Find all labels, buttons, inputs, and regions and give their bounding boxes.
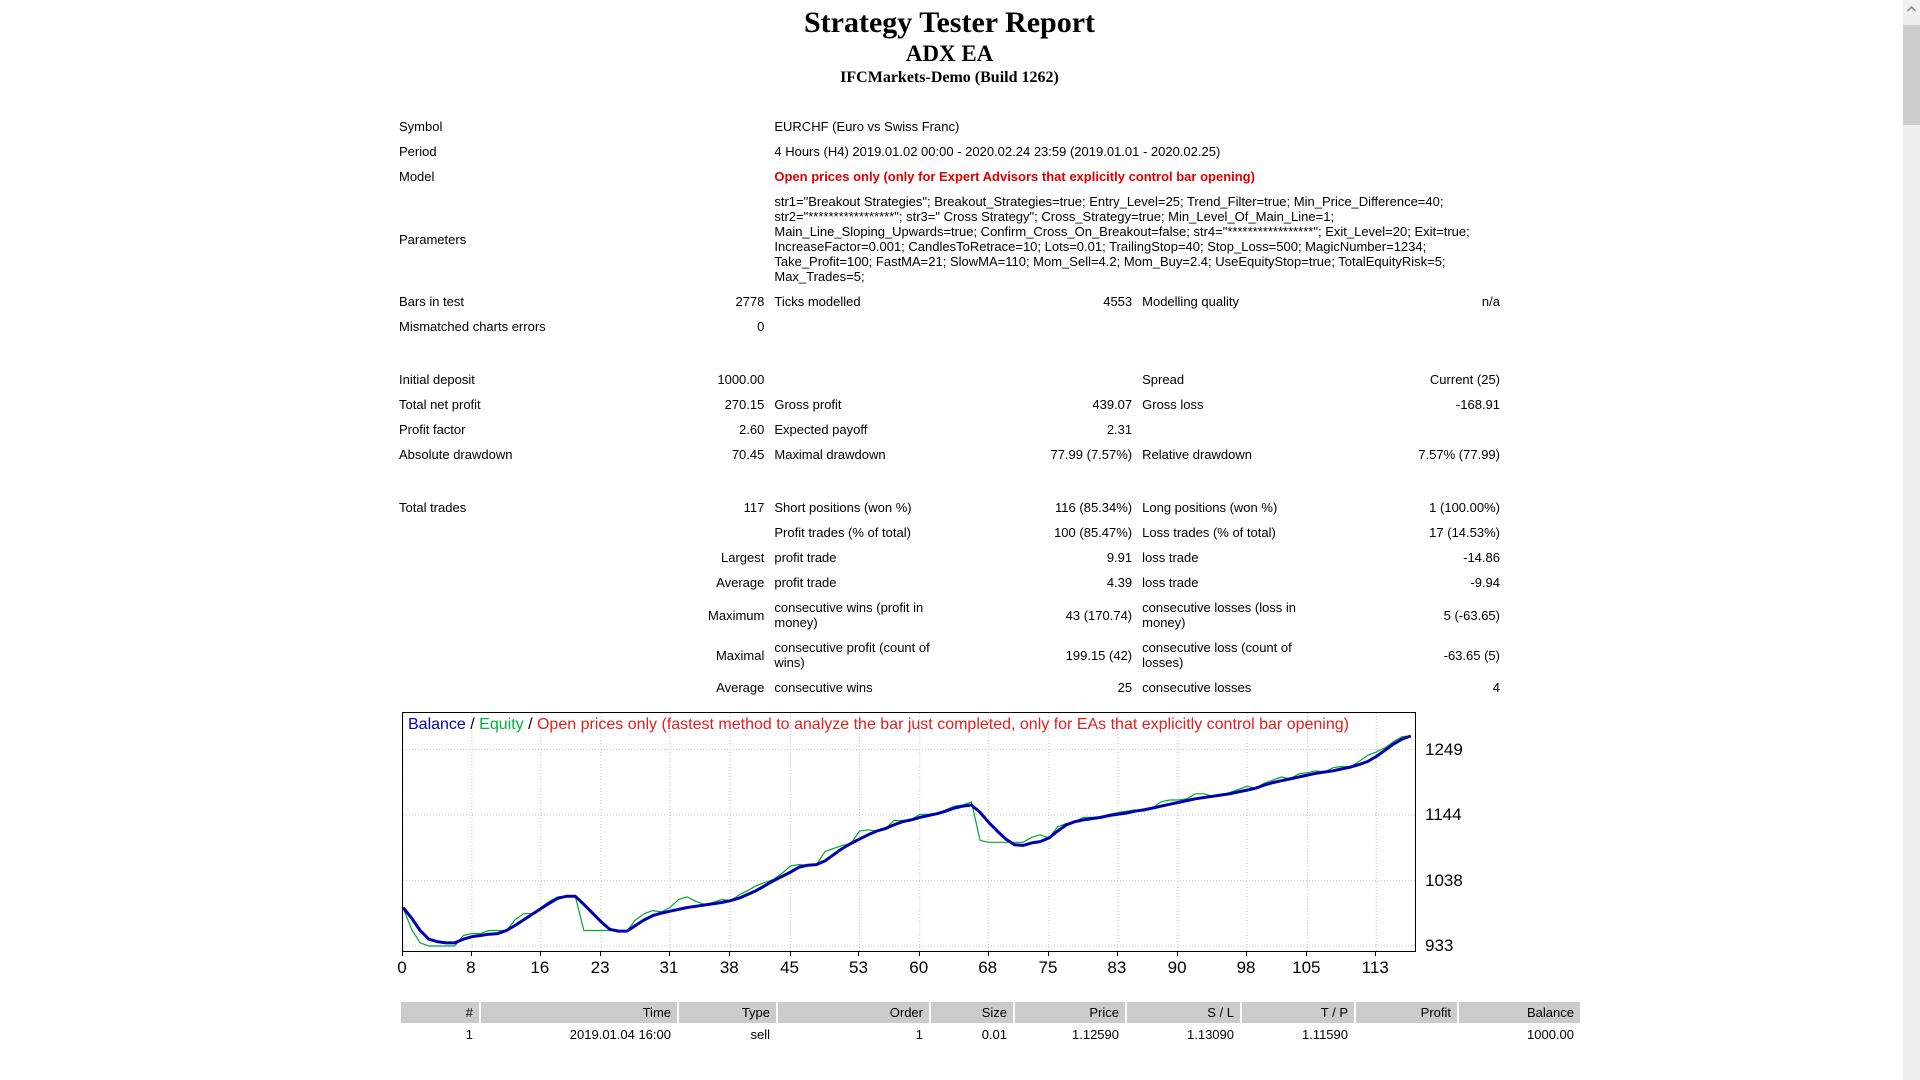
stat-cell: 439.07 — [1092, 397, 1133, 412]
stat-cell: 1 (100.00%) — [1429, 500, 1500, 515]
stat-cell: consecutive loss (count of losses) — [1142, 640, 1292, 670]
stat-cell: Mismatched charts errors — [399, 319, 546, 334]
trade-cell: 1 — [915, 1027, 923, 1042]
trade-cell: 0.01 — [981, 1027, 1007, 1042]
x-tick-mark — [540, 952, 541, 956]
x-tick-label: 113 — [1361, 958, 1389, 977]
x-tick-label: 53 — [849, 958, 868, 977]
stat-row — [399, 392, 1500, 417]
legend-item-open: Open prices only (fastest method to analyze the bar just completed, only for EAs that explicitly control bar opening) — [536, 716, 1349, 733]
stat-cell: Gross profit — [774, 397, 842, 412]
parameters-label: Parameters — [399, 231, 467, 247]
stat-cell: profit trade — [774, 575, 837, 590]
stat-cell: profit trade — [774, 550, 837, 565]
x-tick-label: 0 — [397, 958, 407, 977]
x-tick-mark — [858, 952, 859, 956]
x-tick-mark — [1306, 952, 1307, 956]
stat-cell: Loss trades (% of total) — [1142, 525, 1276, 540]
trade-cell — [1356, 1024, 1457, 1045]
legend-item-equity: Equity — [479, 716, 524, 733]
y-tick-label: 1144 — [1425, 804, 1462, 824]
stat-cell: 199.15 (42) — [1065, 647, 1133, 663]
stat-cell: -168.91 — [1455, 397, 1500, 412]
x-tick-mark — [1375, 952, 1376, 956]
period-row — [399, 139, 1500, 164]
stat-cell: Gross loss — [1142, 397, 1204, 412]
x-tick-mark — [669, 952, 670, 956]
stat-cell — [613, 520, 764, 545]
stat-cell: -14.86 — [1463, 550, 1500, 565]
stat-cell — [399, 595, 613, 635]
stat-cell — [399, 570, 613, 595]
stat-cell — [399, 545, 613, 570]
stat-cell: consecutive wins (profit in money) — [774, 600, 924, 630]
stat-cell: Short positions (won %) — [774, 500, 912, 515]
chart-legend — [408, 716, 1349, 734]
stat-cell: consecutive losses (loss in money) — [1142, 600, 1297, 630]
parameters-value: str1="Breakout Strategies"; Breakout_Strategies=true; Entry_Level=25; Trend_Filter=true; Min_Price_Difference=40; str2="*****************"; str3=" Cross Strategy"; Cross_Strategy=true; Min_Level_Of_Main_Line=1; Main_Line_Sloping_Upwards=true; Confirm_Cross_On_Breakout=false; str4="*****************"; Exit_Level=20; Exit=true; IncreaseFactor=0.001; CandlesToRetrace=10; Lots=0.01; TrailingStop=40; Stop_Loss=500; MagicNumber=1234; Take_Profit=100; FastMA=21; SlowMA=110; Mom_Sell=4.2; Mom_Buy=2.4; UseEquityStop=true; TotalEquityRisk=5; Max_Trades=5; — [774, 194, 1470, 284]
stat-cell: Relative drawdown — [1142, 447, 1252, 462]
x-tick-label: 38 — [719, 958, 739, 977]
stat-cell: 5 (-63.65) — [1443, 607, 1500, 623]
x-tick-label: 90 — [1167, 958, 1187, 977]
stat-cell: 0 — [757, 319, 765, 334]
stat-row — [399, 495, 1500, 520]
scrollbar-thumb[interactable] — [1903, 25, 1920, 125]
stat-cell: -63.65 (5) — [1443, 647, 1500, 663]
stat-cell: 100 (85.47%) — [1054, 525, 1133, 540]
report-header — [399, 0, 1500, 88]
stat-cell — [948, 367, 1132, 392]
x-tick-mark — [790, 952, 791, 956]
stat-cell: Maximal drawdown — [774, 447, 886, 462]
x-tick-label: 45 — [780, 958, 800, 977]
stat-cell — [948, 314, 1132, 339]
stat-cell — [764, 314, 948, 339]
symbol-row — [399, 114, 1500, 139]
stat-cell: 2778 — [735, 294, 765, 309]
stat-cell: n/a — [1481, 294, 1500, 309]
stat-cell: 116 (85.34%) — [1055, 500, 1133, 515]
page-title: Strategy Tester Report — [803, 6, 1096, 39]
stat-cell: 2.31 — [1106, 422, 1133, 437]
stat-cell: Average — [716, 680, 765, 695]
stat-cell: Initial deposit — [399, 372, 475, 387]
stat-cell: 4553 — [1103, 294, 1133, 309]
trades-header-row — [401, 1002, 1580, 1023]
x-tick-mark — [471, 952, 472, 956]
trade-cell: 1 — [465, 1027, 473, 1042]
stat-cell — [399, 675, 613, 700]
stat-cell: Total net profit — [399, 397, 481, 412]
stat-cell — [1316, 314, 1500, 339]
stat-cell: Profit factor — [399, 422, 466, 437]
vertical-scrollbar[interactable] — [1903, 0, 1920, 1080]
stat-cell — [764, 367, 948, 392]
stat-cell: 9.91 — [1106, 550, 1133, 565]
stat-cell: Bars in test — [399, 294, 465, 309]
stat-cell: Absolute drawdown — [399, 447, 513, 462]
x-tick-mark — [919, 952, 920, 956]
y-tick-label: 933 — [1425, 936, 1454, 956]
stat-cell — [399, 635, 613, 675]
stat-row — [399, 520, 1500, 545]
stat-cell: Current (25) — [1429, 372, 1500, 387]
x-tick-mark — [1246, 952, 1247, 956]
spacer-row — [399, 339, 1500, 367]
strategy-tester-report — [397, 0, 1574, 1046]
trade-cell: 1.13090 — [1187, 1027, 1234, 1042]
x-tick-label: 8 — [466, 958, 476, 977]
model-row — [399, 164, 1500, 189]
trade-cell: sell — [750, 1027, 770, 1042]
stat-cell — [399, 520, 613, 545]
symbol-value: EURCHF (Euro vs Swiss Franc) — [774, 119, 960, 134]
parameters-row — [399, 189, 1500, 289]
y-tick-label: 1038 — [1425, 870, 1463, 890]
legend-separator: / — [523, 716, 537, 733]
x-tick-mark — [600, 952, 601, 956]
chart-plot-area — [402, 712, 1416, 952]
stat-cell: consecutive wins — [774, 680, 873, 695]
stat-row — [399, 367, 1500, 392]
stat-cell: Total trades — [399, 500, 467, 515]
period-label: Period — [399, 144, 437, 159]
trade-cell: 1000.00 — [1527, 1027, 1574, 1042]
trades-col-: # — [401, 1002, 479, 1023]
stat-cell: 1000.00 — [717, 372, 765, 387]
trades-col-size: Size — [931, 1002, 1013, 1023]
legend-separator: / — [465, 716, 480, 733]
scrollbar-up-icon[interactable] — [1903, 0, 1920, 17]
x-tick-mark — [1048, 952, 1049, 956]
stat-cell — [1132, 314, 1316, 339]
stat-cell — [1132, 417, 1316, 442]
stat-cell: Modelling quality — [1142, 294, 1239, 309]
trades-col-order: Order — [778, 1002, 929, 1023]
stat-row — [399, 314, 1500, 339]
server-build: IFCMarkets-Demo (Build 1262) — [840, 69, 1059, 86]
trades-partial-row — [401, 1024, 1580, 1045]
stat-row — [399, 442, 1500, 467]
stat-cell: Long positions (won %) — [1142, 500, 1278, 515]
chart-canvas — [403, 713, 1415, 951]
stat-cell: Expected payoff — [774, 422, 868, 437]
stat-cell: Maximal — [715, 647, 765, 663]
stat-cell: Spread — [1142, 372, 1185, 387]
stat-cell: Maximum — [708, 607, 765, 623]
x-tick-mark — [729, 952, 730, 956]
stat-cell: 25 — [1117, 680, 1133, 695]
x-tick-label: 31 — [659, 958, 679, 977]
stat-cell: 2.60 — [739, 422, 765, 437]
stat-cell: 17 (14.53%) — [1429, 525, 1500, 540]
x-tick-label: 75 — [1038, 958, 1058, 977]
report-summary-table — [399, 114, 1500, 700]
stat-cell: loss trade — [1142, 575, 1199, 590]
stat-cell: 77.99 (7.57%) — [1050, 447, 1133, 462]
trade-cell: 2019.01.04 16:00 — [569, 1027, 671, 1042]
trades-col-sl: S / L — [1127, 1002, 1240, 1023]
symbol-label: Symbol — [399, 119, 443, 134]
stat-cell: Ticks modelled — [774, 294, 861, 309]
stat-cell: -9.94 — [1470, 575, 1500, 590]
trades-col-time: Time — [481, 1002, 677, 1023]
stat-cell: 70.45 — [731, 447, 765, 462]
stat-row — [399, 417, 1500, 442]
stat-cell: 4 — [1492, 680, 1500, 695]
stat-row — [399, 635, 1500, 675]
x-tick-mark — [402, 952, 403, 956]
x-tick-label: 105 — [1292, 958, 1321, 977]
x-tick-mark — [988, 952, 989, 956]
stat-cell — [1316, 417, 1500, 442]
trades-col-tp: T / P — [1242, 1002, 1354, 1023]
y-tick-label: 1249 — [1425, 739, 1463, 759]
stat-row — [399, 675, 1500, 700]
stat-cell: Largest — [720, 550, 765, 565]
stat-cell: 43 (170.74) — [1065, 607, 1133, 623]
trades-col-profit: Profit — [1356, 1002, 1457, 1023]
stat-row — [399, 570, 1500, 595]
model-label: Model — [399, 169, 435, 184]
stat-cell: Profit trades (% of total) — [774, 525, 911, 540]
x-tick-label: 83 — [1107, 958, 1127, 977]
trades-col-price: Price — [1015, 1002, 1125, 1023]
period-value: 4 Hours (H4) 2019.01.02 00:00 - 2020.02.24 23:59 (2019.01.01 - 2020.02.25) — [774, 144, 1221, 159]
trades-col-type: Type — [679, 1002, 776, 1023]
x-tick-label: 98 — [1236, 958, 1256, 977]
stat-cell: consecutive profit (count of wins) — [774, 640, 930, 670]
expert-name: ADX EA — [905, 41, 994, 66]
trades-table — [399, 1001, 1582, 1046]
trade-cell: 1.11590 — [1301, 1027, 1348, 1042]
x-tick-label: 16 — [530, 958, 550, 977]
x-tick-mark — [1117, 952, 1118, 956]
x-tick-mark — [1177, 952, 1178, 956]
stat-cell: 117 — [743, 500, 765, 515]
stat-row — [399, 545, 1500, 570]
stat-cell: Average — [716, 575, 765, 590]
stat-row — [399, 289, 1500, 314]
stat-cell: 7.57% (77.99) — [1418, 447, 1500, 462]
x-tick-label: 60 — [909, 958, 929, 977]
legend-item-balance: Balance — [408, 716, 466, 733]
stat-cell: 270.15 — [724, 397, 765, 412]
balance-chart — [399, 712, 1500, 988]
stat-cell: loss trade — [1142, 550, 1199, 565]
spacer-row — [399, 467, 1500, 495]
stat-cell: 4.39 — [1106, 575, 1133, 590]
stat-cell: consecutive losses — [1142, 680, 1252, 695]
trades-col-balance: Balance — [1459, 1002, 1580, 1023]
x-tick-label: 68 — [978, 958, 998, 977]
stat-row — [399, 595, 1500, 635]
trade-cell: 1.12590 — [1072, 1027, 1119, 1042]
model-value: Open prices only (only for Expert Advisors that explicitly control bar opening) — [774, 169, 1255, 184]
x-tick-label: 23 — [590, 958, 610, 977]
